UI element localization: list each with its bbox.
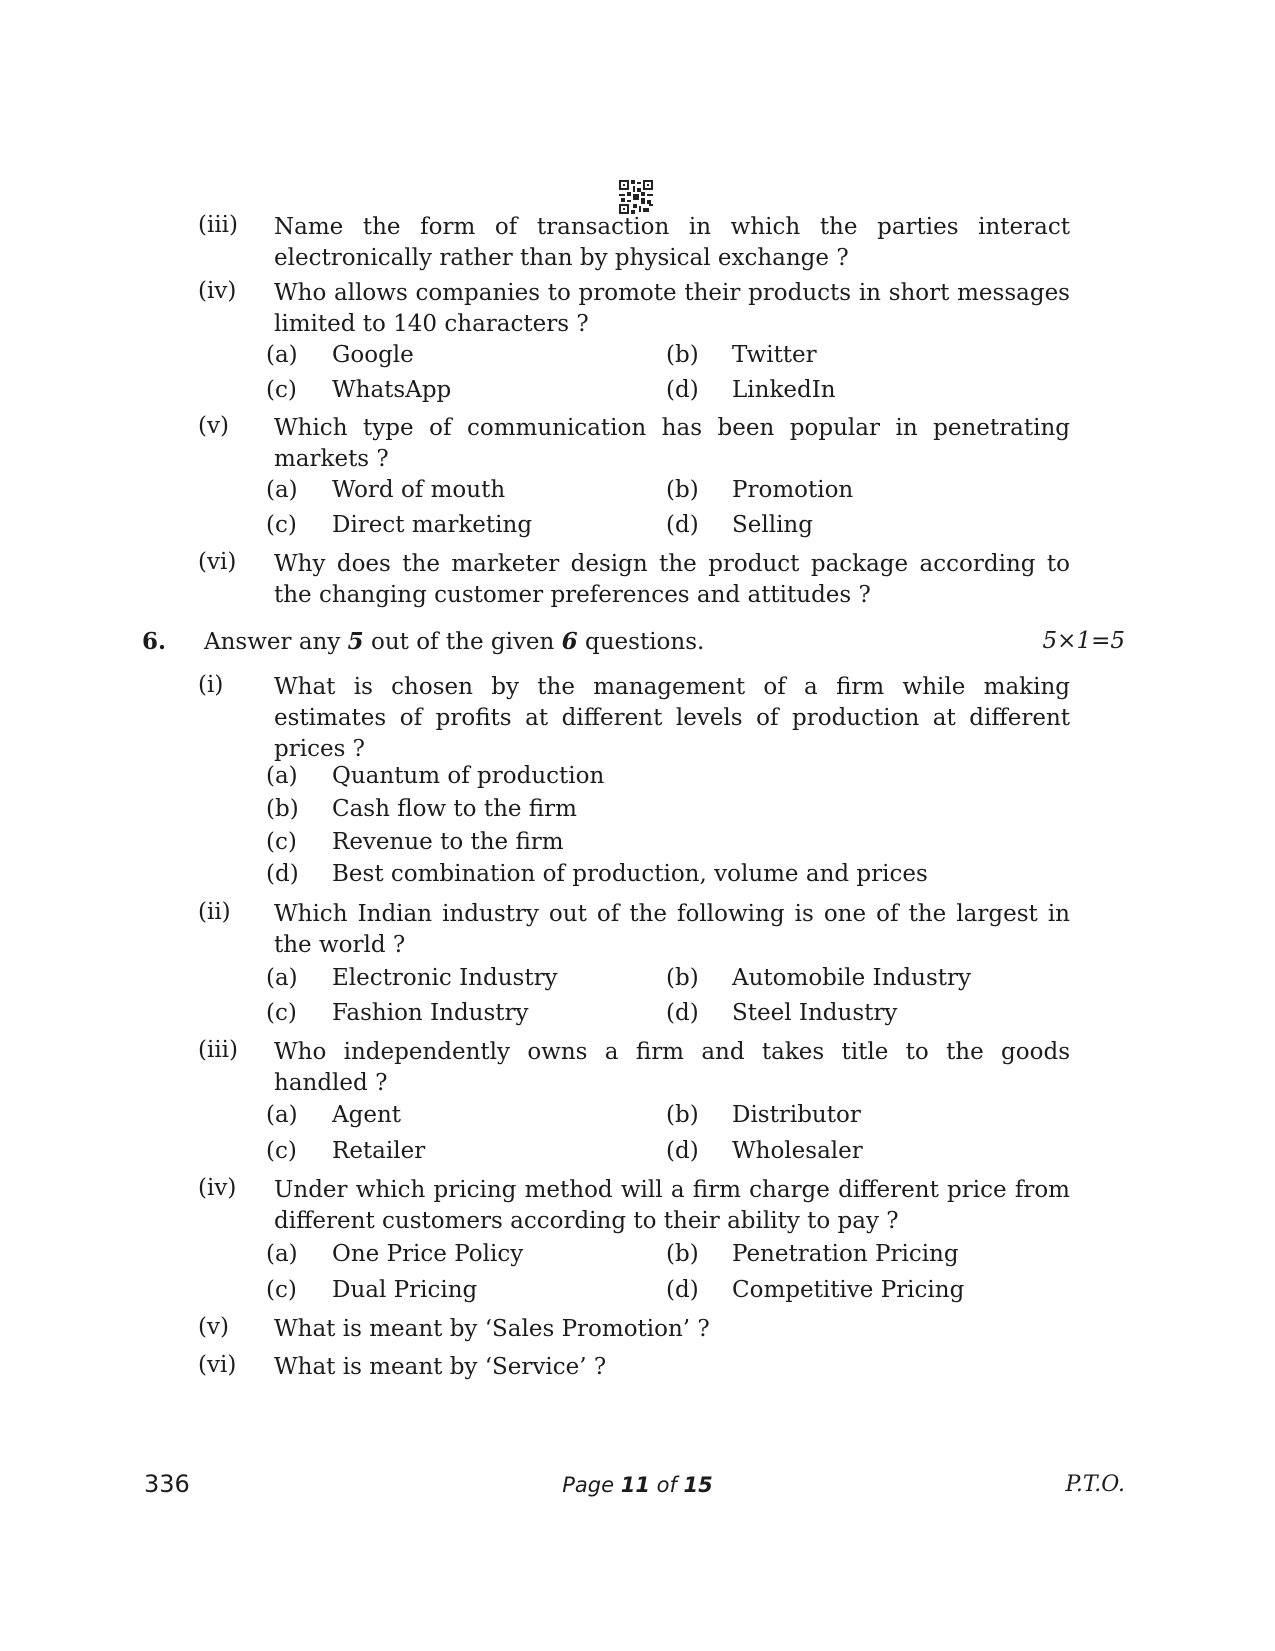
option-text: Cash flow to the firm (332, 796, 577, 822)
option-text: Fashion Industry (332, 1000, 529, 1026)
option-text: Dual Pricing (332, 1277, 478, 1303)
instruction-text: questions. (577, 629, 705, 655)
option-label: (a) (266, 763, 298, 789)
pto-label: P.T.O. (1065, 1472, 1125, 1497)
option-label: (c) (266, 1138, 297, 1164)
option-label: (b) (666, 342, 699, 368)
question-text: Name the form of transaction in which the parties interact electronically rather than by physical exchange ? (274, 214, 1070, 271)
question-text: Which Indian industry out of the following is one of the largest in the world ? (274, 901, 1070, 958)
option-label: (d) (666, 1138, 699, 1164)
page-prefix: Page (562, 1473, 621, 1497)
option-label: (d) (666, 1277, 699, 1303)
option-text: Agent (332, 1102, 401, 1128)
question-text: Who independently owns a firm and takes title to the goods handled ? (274, 1039, 1070, 1096)
option-label: (d) (666, 512, 699, 538)
option-label: (d) (666, 1000, 699, 1026)
option-label: (d) (266, 861, 299, 887)
page-total: 15 (683, 1473, 713, 1497)
option-text: Distributor (732, 1102, 861, 1128)
option-text: Penetration Pricing (732, 1241, 959, 1267)
question-text: Why does the marketer design the product package according to the changing customer preferences and attitudes ? (274, 551, 1070, 608)
marks-label: 5×1=5 (1042, 628, 1125, 654)
question-number: (iv) (198, 1175, 237, 1201)
question-number: (iii) (198, 1037, 239, 1063)
option-text: One Price Policy (332, 1241, 524, 1267)
question-number: (vi) (198, 549, 237, 575)
option-text: Best combination of production, volume and prices (332, 861, 928, 887)
option-label: (c) (266, 1277, 297, 1303)
option-text: WhatsApp (332, 377, 452, 403)
question-number: (iv) (198, 278, 237, 304)
question-text: What is meant by ‘Sales Promotion’ ? (274, 1316, 710, 1342)
option-label: (c) (266, 829, 297, 855)
option-label: (c) (266, 512, 297, 538)
page-current: 11 (620, 1473, 650, 1497)
question-number: (v) (198, 413, 229, 439)
question-text: What is meant by ‘Service’ ? (274, 1354, 607, 1380)
option-label: (b) (666, 477, 699, 503)
question-number: (i) (198, 672, 224, 698)
option-text: Google (332, 342, 414, 368)
option-label: (a) (266, 1102, 298, 1128)
paper-code: 336 (144, 1470, 190, 1498)
question-text: Who allows companies to promote their products in short messages limited to 140 characters ? (274, 280, 1070, 337)
qr-code-icon (619, 180, 653, 214)
option-text: Direct marketing (332, 512, 533, 538)
option-text: Word of mouth (332, 477, 506, 503)
option-text: Quantum of production (332, 763, 605, 789)
option-text: Selling (732, 512, 813, 538)
option-label: (c) (266, 377, 297, 403)
question-number: (v) (198, 1314, 229, 1340)
option-label: (a) (266, 477, 298, 503)
instruction-count: 5 (347, 628, 364, 655)
option-text: Revenue to the firm (332, 829, 564, 855)
instruction-text: Answer any (204, 629, 348, 655)
option-text: LinkedIn (732, 377, 836, 403)
option-text: Twitter (732, 342, 817, 368)
option-text: Retailer (332, 1138, 426, 1164)
question-text: What is chosen by the management of a firm while making estimates of profits at different levels of production at different prices ? (274, 674, 1070, 762)
instruction-text: out of the given (363, 629, 562, 655)
option-text: Promotion (732, 477, 854, 503)
option-label: (c) (266, 1000, 297, 1026)
question-instruction (204, 628, 704, 655)
instruction-total: 6 (561, 628, 578, 655)
question-text: Under which pricing method will a firm charge different price from different customers according to their ability to pay ? (274, 1177, 1070, 1234)
option-text: Steel Industry (732, 1000, 898, 1026)
question-number: (iii) (198, 212, 239, 238)
option-label: (b) (666, 1241, 699, 1267)
option-text: Competitive Pricing (732, 1277, 965, 1303)
option-text: Wholesaler (732, 1138, 863, 1164)
option-text: Automobile Industry (732, 965, 971, 991)
option-label: (a) (266, 965, 298, 991)
question-number: (ii) (198, 899, 231, 925)
option-label: (a) (266, 342, 298, 368)
question-number: 6. (142, 628, 167, 655)
question-text: Which type of communication has been popular in penetrating markets ? (274, 415, 1070, 472)
option-text: Electronic Industry (332, 965, 558, 991)
option-label: (a) (266, 1241, 298, 1267)
option-label: (b) (266, 796, 299, 822)
option-label: (b) (666, 1102, 699, 1128)
page-of: of (649, 1473, 684, 1497)
option-label: (d) (666, 377, 699, 403)
question-number: (vi) (198, 1352, 237, 1378)
option-label: (b) (666, 965, 699, 991)
